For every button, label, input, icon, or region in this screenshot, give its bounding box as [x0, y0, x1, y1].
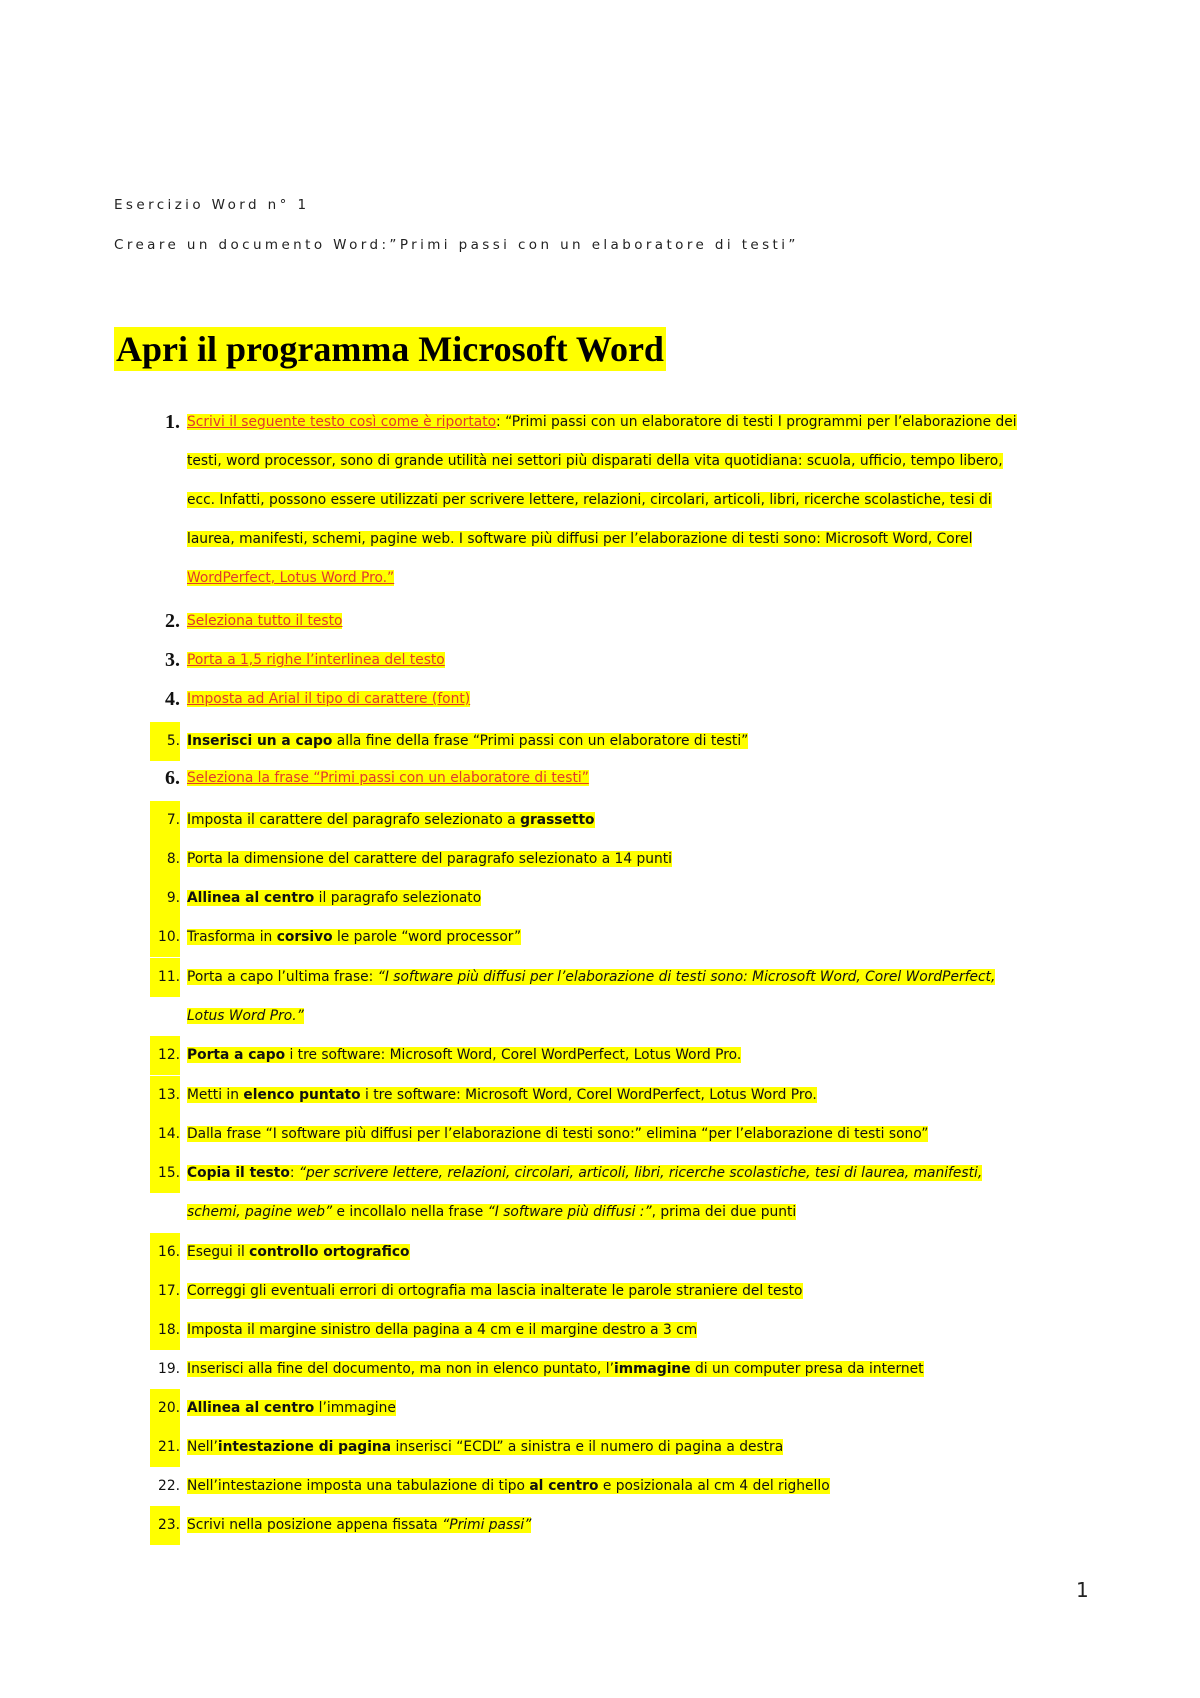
item-number: 10.	[150, 918, 180, 957]
item-text: ecc. Infatti, possono essere utilizzati per scrivere lettere, relazioni, circolari, articoli, libri, ricerche scolastiche, tesi di	[187, 492, 992, 508]
item-number: 18.	[150, 1311, 180, 1350]
list-item-15	[158, 1154, 1077, 1232]
item-text: Metti in	[187, 1087, 244, 1103]
item-text: Scrivi nella posizione appena fissata	[187, 1517, 443, 1533]
item-text: , prima dei due punti	[651, 1204, 797, 1220]
item-text: Nell’intestazione imposta una tabulazione di tipo	[187, 1478, 530, 1494]
item-number: 1.	[165, 411, 180, 433]
list-item-2	[165, 602, 1077, 641]
item-text: :	[289, 1165, 299, 1181]
list-item-7	[166, 801, 1077, 840]
item-text: l’immagine	[314, 1400, 396, 1416]
item-bold: corsivo	[276, 929, 333, 945]
item-text: Porta a capo l’ultima frase:	[187, 969, 378, 985]
item-italic: “I software più diffusi per l’elaborazione di testi sono: Microsoft Word, Corel WordPerfect,	[377, 969, 996, 985]
item-text: i tre software: Microsoft Word, Corel WordPerfect, Lotus Word Pro.	[285, 1047, 742, 1063]
list-item-5	[166, 722, 1077, 761]
item-bold: elenco puntato	[243, 1087, 361, 1103]
list-item-18	[158, 1311, 1077, 1350]
item-text: Dalla frase “I software più diffusi per l’elaborazione di testi sono:” elimina “per l’elaborazione di testi sono”	[187, 1126, 929, 1142]
list-item-12	[158, 1036, 1077, 1075]
item-bold: intestazione di pagina	[217, 1439, 392, 1455]
item-italic: schemi, pagine web”	[187, 1204, 333, 1220]
list-item-22	[158, 1467, 1077, 1506]
list-item-6	[165, 759, 1077, 798]
item-text: Porta la dimensione del carattere del paragrafo selezionato a 14 punti	[187, 851, 672, 867]
list-item-23	[158, 1506, 1077, 1545]
page-number: 1	[1076, 1578, 1089, 1602]
list-item-14	[158, 1115, 1077, 1154]
item-text: WordPerfect, Lotus Word Pro.”	[187, 570, 395, 586]
item-text: e incollalo nella frase	[332, 1204, 488, 1220]
item-number: 11.	[150, 958, 180, 997]
item-text: Trasforma in	[187, 929, 277, 945]
item-text: Correggi gli eventuali errori di ortografia ma lascia inalterate le parole straniere del testo	[187, 1283, 803, 1299]
item-bold: Copia il testo	[187, 1165, 290, 1181]
list-item-4	[165, 680, 1077, 719]
list-item-17	[158, 1272, 1077, 1311]
item-text: i tre software: Microsoft Word, Corel WordPerfect, Lotus Word Pro.	[360, 1087, 817, 1103]
list-item-8	[166, 840, 1077, 879]
list-item-11	[158, 958, 1077, 1036]
item-number: 22.	[158, 1478, 180, 1494]
item-text: Esegui il	[187, 1244, 250, 1260]
item-bold: grassetto	[520, 812, 595, 828]
list-item-1	[165, 403, 1077, 598]
item-number: 15.	[150, 1154, 180, 1193]
item-number: 21.	[150, 1428, 180, 1467]
item-number: 12.	[150, 1036, 180, 1075]
item-bold: Porta a capo	[187, 1047, 286, 1063]
item-number: 5.	[150, 722, 180, 761]
item-bold: controllo ortografico	[249, 1244, 410, 1260]
item-number: 23.	[150, 1506, 180, 1545]
item-number: 13.	[150, 1076, 180, 1115]
item-text: Nell’	[187, 1439, 218, 1455]
item-italic: “Primi passi”	[442, 1517, 532, 1533]
item-text: laurea, manifesti, schemi, pagine web. I software più diffusi per l’elaborazione di testi sono: Microsoft Word, Corel	[187, 531, 973, 547]
exercise-label: Esercizio Word n° 1	[114, 197, 310, 213]
item-italic: “I software più diffusi :”	[487, 1204, 652, 1220]
instruction-link[interactable]: Scrivi il seguente testo così come è riportato	[187, 414, 497, 430]
item-text: testi, word processor, sono di grande utilità nei settori più disparati della vita quotidiana: scuola, ufficio, tempo libero,	[187, 453, 1003, 469]
list-item-10	[158, 918, 1077, 957]
item-text: le parole “word processor”	[332, 929, 522, 945]
item-number: 7.	[150, 801, 180, 840]
item-number: 8.	[150, 840, 180, 879]
item-text: di un computer presa da internet	[690, 1361, 924, 1377]
list-item-9	[166, 879, 1077, 918]
item-italic: Lotus Word Pro.”	[187, 1008, 304, 1024]
item-bold: immagine	[614, 1361, 691, 1377]
item-number: 20.	[150, 1389, 180, 1428]
instruction-link[interactable]: Imposta ad Arial il tipo di carattere (font)	[187, 691, 471, 707]
instruction-link[interactable]: Seleziona tutto il testo	[187, 613, 343, 629]
item-text: Imposta il margine sinistro della pagina a 4 cm e il margine destro a 3 cm	[187, 1322, 698, 1338]
item-number: 4.	[165, 688, 180, 710]
item-number: 2.	[165, 610, 180, 632]
item-text: Inserisci alla fine del documento, ma non in elenco puntato, l’	[187, 1361, 615, 1377]
item-text: alla fine della frase “Primi passi con un elaboratore di testi”	[332, 733, 749, 749]
item-text: inserisci “ECDL” a sinistra e il numero di pagina a destra	[391, 1439, 784, 1455]
list-item-19	[158, 1350, 1077, 1389]
item-italic: “per scrivere lettere, relazioni, circolari, articoli, libri, ricerche scolastiche, tesi di laurea, manifesti,	[298, 1165, 983, 1181]
item-number: 6.	[165, 767, 180, 789]
item-number: 16.	[150, 1233, 180, 1272]
item-text: il paragrafo selezionato	[314, 890, 482, 906]
item-text: Imposta il carattere del paragrafo selezionato a	[187, 812, 521, 828]
item-bold: al centro	[529, 1478, 599, 1494]
item-number: 3.	[165, 649, 180, 671]
item-number: 14.	[150, 1115, 180, 1154]
item-number: 19.	[158, 1361, 180, 1377]
instruction-link[interactable]: Porta a 1,5 righe l’interlinea del testo	[187, 652, 445, 668]
item-bold: Inserisci un a capo	[187, 733, 333, 749]
item-number: 17.	[150, 1272, 180, 1311]
list-item-20	[158, 1389, 1077, 1428]
item-bold: Allinea al centro	[187, 890, 315, 906]
item-bold: Allinea al centro	[187, 1400, 315, 1416]
list-item-21	[158, 1428, 1077, 1467]
list-item-13	[158, 1076, 1077, 1115]
item-number: 9.	[150, 879, 180, 918]
page-title: Apri il programma Microsoft Word	[116, 329, 664, 369]
list-item-16	[158, 1233, 1077, 1272]
exercise-subtitle: Creare un documento Word:”Primi passi con un elaboratore di testi”	[114, 237, 799, 253]
instruction-link[interactable]: Seleziona la frase “Primi passi con un elaboratore di testi”	[187, 770, 589, 786]
item-text: e posizionala al cm 4 del righello	[598, 1478, 830, 1494]
list-item-3	[165, 641, 1077, 680]
item-text: : “Primi passi con un elaboratore di testi I programmi per l’elaborazione dei	[496, 414, 1017, 430]
